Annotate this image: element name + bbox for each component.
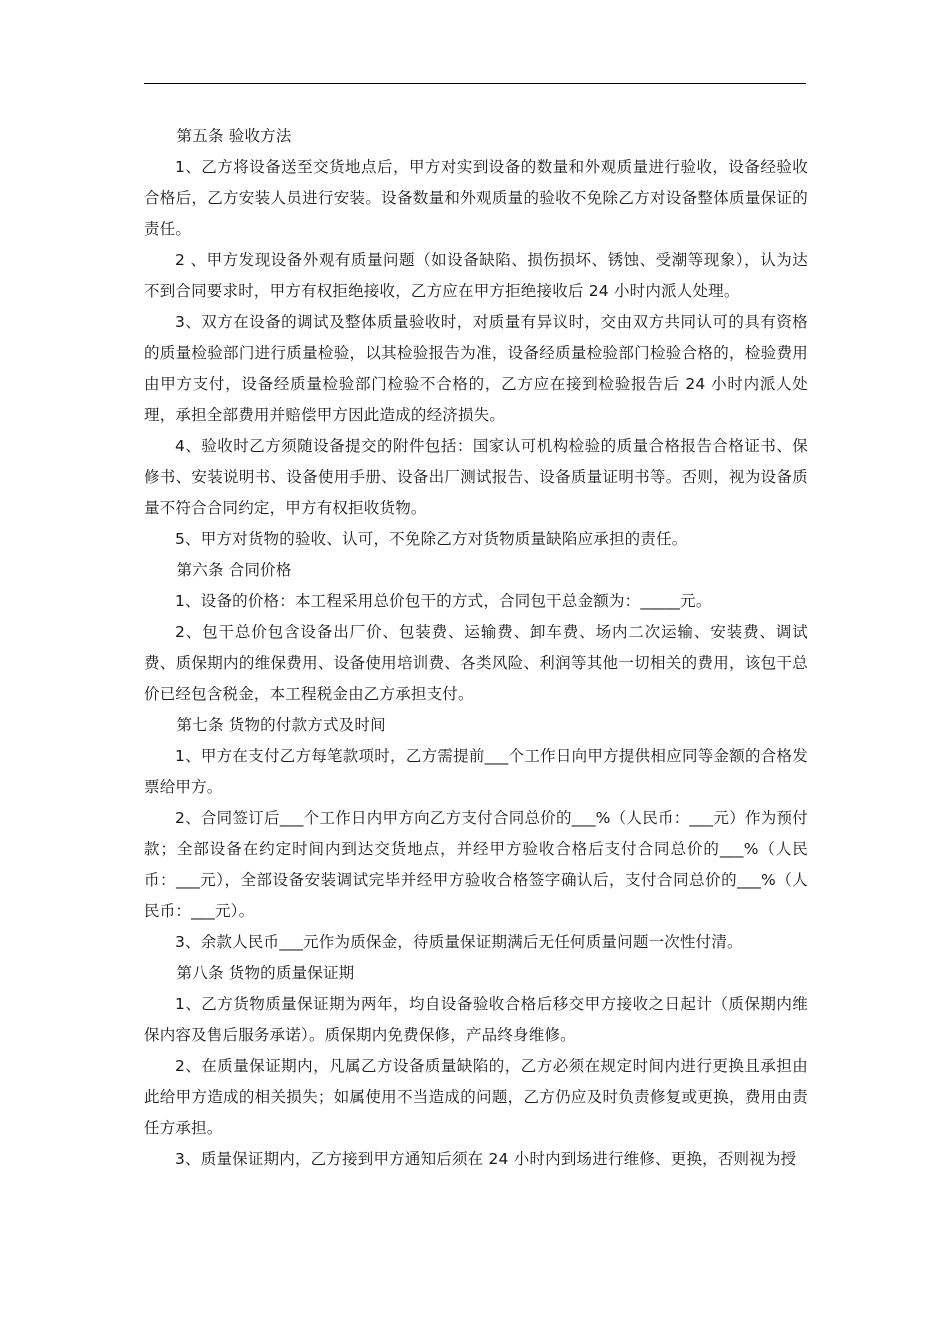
section-heading-7: 第七条 货物的付款方式及时间 — [176, 716, 386, 734]
paragraph: 1、甲方在支付乙方每笔款项时，乙方需提前___个工作日向甲方提供相应同等金额的合格发票给甲方。 — [144, 747, 808, 796]
paragraph: 2、包干总价包含设备出厂价、包装费、运输费、卸车费、场内二次运输、安装费、调试费、质保期内的维保费用、设备使用培训费、各类风险、利润等其他一切相关的费用，该包干总价已经包含税金，本工程税金由乙方承担支付。 — [144, 623, 808, 703]
section-heading-6: 第六条 合同价格 — [176, 561, 292, 579]
paragraph: 2、合同签订后___个工作日内甲方向乙方支付合同总价的___%（人民币：___元）作为预付款；全部设备在约定时间内到达交货地点，并经甲方验收合格后支付合同总价的___%（人民币：___元），全部设备安装调试完毕并经甲方验收合格签字确认后，支付合同总价的___%（人民币：___元）。 — [144, 809, 808, 920]
paragraph: 1、乙方货物质量保证期为两年，均自设备验收合格后移交甲方接收之日起计（质保期内维保内容及售后服务承诺）。质保期内免费保修，产品终身维修。 — [144, 995, 808, 1044]
paragraph: 5、甲方对货物的验收、认可，不免除乙方对货物质量缺陷应承担的责任。 — [175, 530, 688, 548]
paragraph: 3、双方在设备的调试及整体质量验收时，对质量有异议时，交由双方共同认可的具有资格的质量检验部门进行质量检验，以其检验报告为准，设备经质量检验部门检验合格的，检验费用由甲方支付，设备经质量检验部门检验不合格的，乙方应在接到检验报告后 24 小时内派人处理，承担全部费用并赔偿甲方因此造成的经济损失。 — [144, 313, 808, 424]
document-body — [144, 121, 808, 1175]
paragraph: 2 、甲方发现设备外观有质量问题（如设备缺陷、损伤损坏、锈蚀、受潮等现象），认为达不到合同要求时，甲方有权拒绝接收，乙方应在甲方拒绝接收后 24 小时内派人处理。 — [144, 251, 808, 300]
paragraph: 3、余款人民币___元作为质保金，待质量保证期满后无任何质量问题一次性付清。 — [175, 933, 743, 951]
paragraph: 1、乙方将设备送至交货地点后，甲方对实到设备的数量和外观质量进行验收，设备经验收合格后，乙方安装人员进行安装。设备数量和外观质量的验收不免除乙方对设备整体质量保证的责任。 — [144, 158, 808, 238]
section-heading-8: 第八条 货物的质量保证期 — [176, 964, 355, 982]
paragraph: 2、在质量保证期内，凡属乙方设备质量缺陷的，乙方必须在规定时间内进行更换且承担由此给甲方造成的相关损失；如属使用不当造成的问题，乙方仍应及时负责修复或更换，费用由责任方承担。 — [144, 1057, 808, 1137]
paragraph: 3、质量保证期内，乙方接到甲方通知后须在 24 小时内到场进行维修、更换，否则视为授 — [175, 1150, 797, 1168]
paragraph: 1、设备的价格：本工程采用总价包干的方式，合同包干总金额为：_____元。 — [175, 592, 712, 610]
section-heading-5: 第五条 验收方法 — [176, 127, 292, 145]
header-rule — [144, 83, 806, 84]
paragraph: 4、验收时乙方须随设备提交的附件包括：国家认可机构检验的质量合格报告合格证书、保修书、安装说明书、设备使用手册、设备出厂测试报告、设备质量证明书等。否则，视为设备质量不符合合同约定，甲方有权拒收货物。 — [144, 437, 808, 517]
